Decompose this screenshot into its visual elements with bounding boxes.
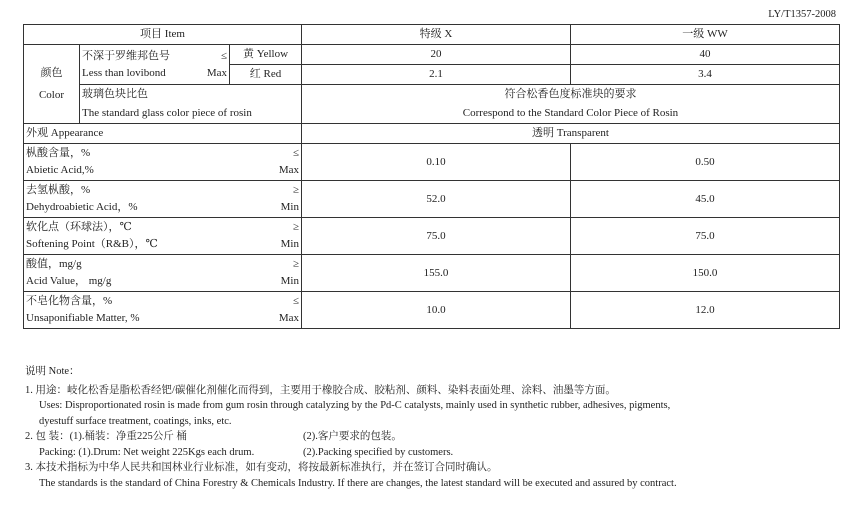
spec-row bbox=[24, 255, 840, 292]
row-ww: 12.0 bbox=[571, 292, 840, 329]
note-3-cn: 3. 本技术指标为中华人民共和国林业行业标准，如有变动，将按最新标准执行，并在签订合同时确认。 bbox=[25, 462, 498, 473]
row-en: Unsaponifiable Matter, % bbox=[26, 312, 140, 324]
glass-value-en: Correspond to the Standard Color Piece of Rosin bbox=[462, 107, 679, 119]
row-limit: Min bbox=[280, 238, 299, 250]
header-grade-x: 特级 X bbox=[302, 25, 571, 45]
yellow-x: 20 bbox=[302, 45, 571, 65]
yellow-ww: 40 bbox=[571, 45, 840, 65]
row-limit: Max bbox=[278, 312, 299, 324]
row-limit: Min bbox=[280, 201, 299, 213]
glass-value-cn: 符合松香色度标准块的要求 bbox=[504, 88, 637, 100]
row-ww: 75.0 bbox=[571, 218, 840, 255]
row-ww: 0.50 bbox=[571, 144, 840, 181]
row-en: Abietic Acid,% bbox=[26, 164, 94, 176]
spec-row bbox=[24, 144, 840, 181]
spec-table bbox=[23, 24, 840, 329]
row-ww: 150.0 bbox=[571, 255, 840, 292]
lovibond-en: Less than lovibond bbox=[82, 66, 166, 79]
notes bbox=[25, 364, 677, 491]
row-cn: 不皂化物含量，% bbox=[26, 295, 113, 307]
row-en: Acid Value， mg/g bbox=[26, 275, 112, 287]
row-x: 52.0 bbox=[302, 181, 571, 218]
lovibond-cn: 不深于罗维邦色号 bbox=[82, 49, 170, 62]
notes-title: 说明 Note： bbox=[25, 366, 80, 377]
row-cn: 酸值，mg/g bbox=[26, 258, 82, 270]
row-sign: ≥ bbox=[292, 184, 299, 196]
color-yellow-row bbox=[24, 45, 840, 65]
glass-row bbox=[24, 85, 840, 124]
note-2-cn-a: 2. 包 装：(1).桶装：净重225公斤 桶 bbox=[25, 431, 187, 442]
lovibond-max: Max bbox=[206, 66, 227, 79]
row-cn: 去氢枞酸，% bbox=[26, 184, 91, 196]
appearance-row bbox=[24, 124, 840, 144]
note-1-cn: 1. 用途：岐化松香是脂松香经钯/碳催化剂催化而得到，主要用于橡胶合成、胶粘剂、颜料、染料表面处理、涂料、油墨等方面。 bbox=[25, 384, 616, 396]
note-1-en-a: Uses: Disproportionated rosin is made from gum rosin through catalyzing by the Pd-C catalysts, mainly used in synthetic rubber, adhesives, pigments, bbox=[39, 400, 671, 411]
row-sign: ≤ bbox=[292, 147, 299, 159]
row-x: 0.10 bbox=[302, 144, 571, 181]
row-x: 10.0 bbox=[302, 292, 571, 329]
row-x: 155.0 bbox=[302, 255, 571, 292]
red-ww: 3.4 bbox=[571, 65, 840, 85]
note-2-en-a: Packing: (1).Drum: Net weight 225Kgs each drum. bbox=[39, 446, 255, 458]
header-grade-ww: 一级 WW bbox=[571, 25, 840, 45]
note-2-cn-b: (2).客户要求的包装。 bbox=[303, 431, 402, 442]
glass-en: The standard glass color piece of rosin bbox=[82, 107, 252, 119]
row-sign: ≤ bbox=[292, 295, 299, 307]
glass-cn: 玻璃色块比色 bbox=[82, 88, 148, 100]
standard-code: LY/T1357-2008 bbox=[768, 9, 836, 20]
header-item: 项目 Item bbox=[24, 25, 302, 45]
red-x: 2.1 bbox=[302, 65, 571, 85]
row-cn: 枞酸含量，% bbox=[26, 147, 91, 159]
row-ww: 45.0 bbox=[571, 181, 840, 218]
note-2-en-b: (2).Packing specified by customers. bbox=[303, 446, 454, 458]
note-2-cn bbox=[25, 429, 677, 445]
spec-row bbox=[24, 292, 840, 329]
color-label-en: Color bbox=[38, 89, 65, 101]
appearance-label: 外观 Appearance bbox=[24, 124, 302, 144]
color-label-cn: 颜色 bbox=[40, 67, 63, 79]
note-1-en-b: dyestuff surface treatment, coatings, inks, etc. bbox=[39, 415, 232, 427]
yellow-label: 黄 Yellow bbox=[230, 45, 302, 65]
spec-row bbox=[24, 181, 840, 218]
lovibond-cell bbox=[80, 45, 230, 85]
glass-label bbox=[80, 85, 302, 124]
row-sign: ≥ bbox=[292, 258, 299, 270]
row-x: 75.0 bbox=[302, 218, 571, 255]
lovibond-sign: ≤ bbox=[220, 49, 227, 62]
appearance-value: 透明 Transparent bbox=[302, 124, 840, 144]
header-row bbox=[24, 25, 840, 45]
row-en: Dehydroabietic Acid，% bbox=[26, 201, 138, 213]
color-label bbox=[24, 45, 80, 124]
row-limit: Max bbox=[278, 164, 299, 176]
row-en: Softening Point（R&B），℃ bbox=[26, 238, 158, 250]
spec-row bbox=[24, 218, 840, 255]
glass-value bbox=[302, 85, 840, 124]
row-cn: 软化点（环球法），℃ bbox=[26, 221, 132, 233]
note-2-en bbox=[25, 445, 677, 461]
red-label: 红 Red bbox=[230, 65, 302, 85]
row-limit: Min bbox=[280, 275, 299, 287]
row-sign: ≥ bbox=[292, 221, 299, 233]
note-3-en: The standards is the standard of China Forestry & Chemicals Industry. If there are changes, the latest standard will be executed and assured by contract. bbox=[39, 477, 677, 489]
